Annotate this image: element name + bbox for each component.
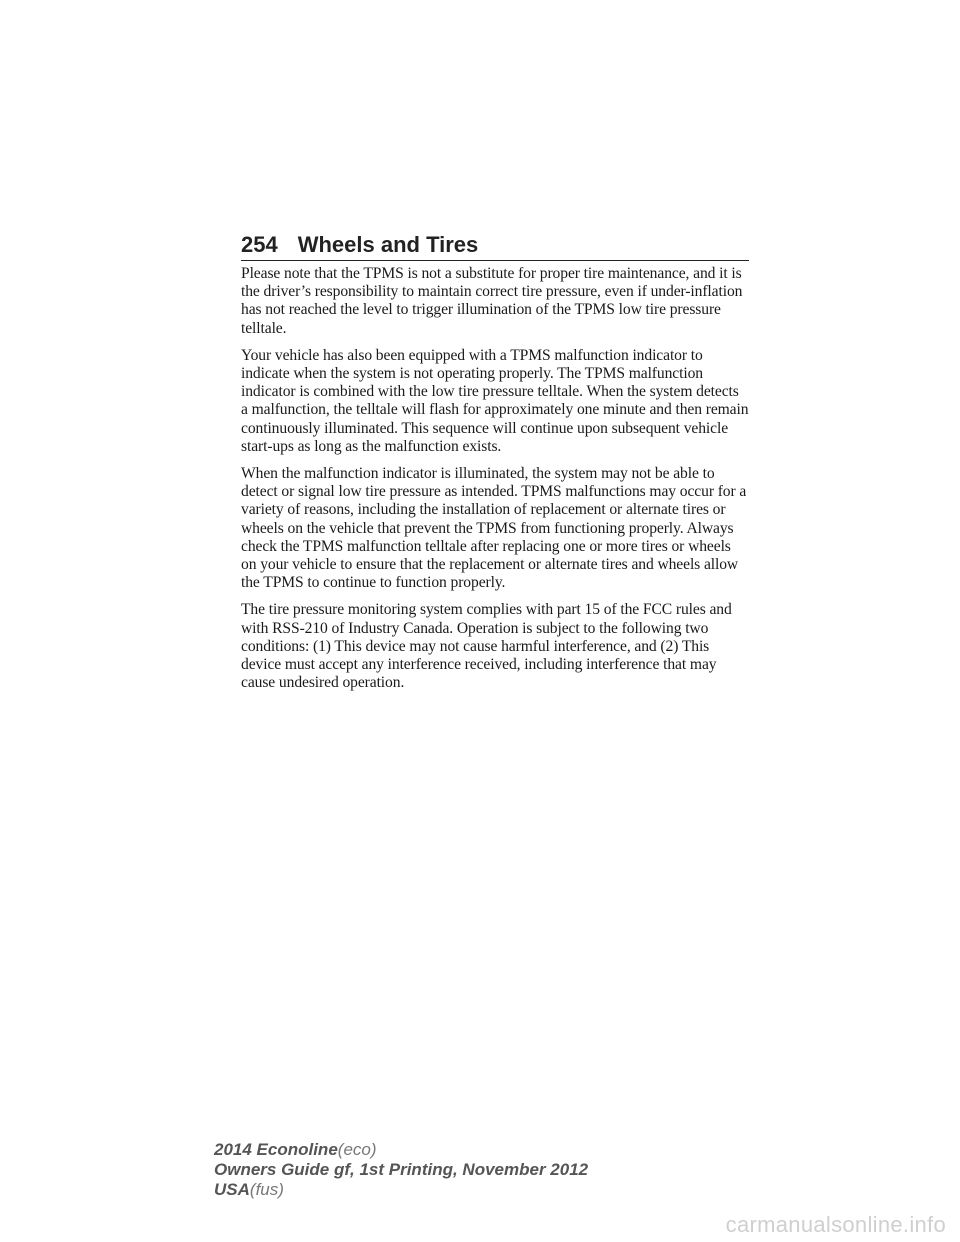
paragraph-3: When the malfunction indicator is illuminated, the system may not be able to detect or signal low tire pressure as intended. TPMS malfunctions may occur for a variety of reasons, including the installation of replacement or alternate tires or wheels on the vehicle that prevent the TPMS from functioning properly. Always check the TPMS malfunction telltale after replacing one or more tires or wheels on your vehicle to ensure that the replacement or alternate tires and wheels allow the TPMS to continue to function properly. xyxy=(241,465,747,592)
paragraph-4: The tire pressure monitoring system complies with part 15 of the FCC rules and with RSS-210 of Industry Canada. Operation is subject to the following two conditions: (1) This device may not cause harmful interference, and (2) This device must accept any interference received, including interference that may cause undesired operation. xyxy=(241,601,732,692)
footer-market: USA xyxy=(214,1180,250,1199)
footer-printing: Owners Guide gf, 1st Printing, November 2012 xyxy=(214,1160,589,1179)
footer-line-2 xyxy=(214,1160,634,1180)
page-header xyxy=(241,224,749,261)
page-number: 254 xyxy=(241,232,278,257)
watermark: carmanualsonline.info xyxy=(725,1212,946,1237)
footer-model: 2014 Econoline xyxy=(214,1140,338,1159)
section-title: Wheels and Tires xyxy=(297,232,479,257)
paragraph-2: Your vehicle has also been equipped with a TPMS malfunction indicator to indicate when the system is not operating properly. The TPMS malfunction indicator is combined with the low tire pressure telltale. When the system detects a malfunction, the telltale will flash for approximately one minute and then remain continuously illuminated. This sequence will continue upon subsequent vehicle start-ups as long as the malfunction exists. xyxy=(241,346,749,455)
paragraph-1: Please note that the TPMS is not a substitute for proper tire maintenance, and it is the driver’s responsibility to maintain correct tire pressure, even if under-inflation has not reached the level to trigger illumination of the TPMS low tire pressure telltale. xyxy=(241,265,743,337)
footer-model-code: (eco) xyxy=(337,1140,377,1159)
footer-market-code: (fus) xyxy=(249,1180,284,1199)
document-footer xyxy=(214,1140,634,1200)
body-text xyxy=(241,265,749,701)
footer-line-1 xyxy=(214,1140,634,1160)
footer-line-3 xyxy=(214,1180,634,1200)
